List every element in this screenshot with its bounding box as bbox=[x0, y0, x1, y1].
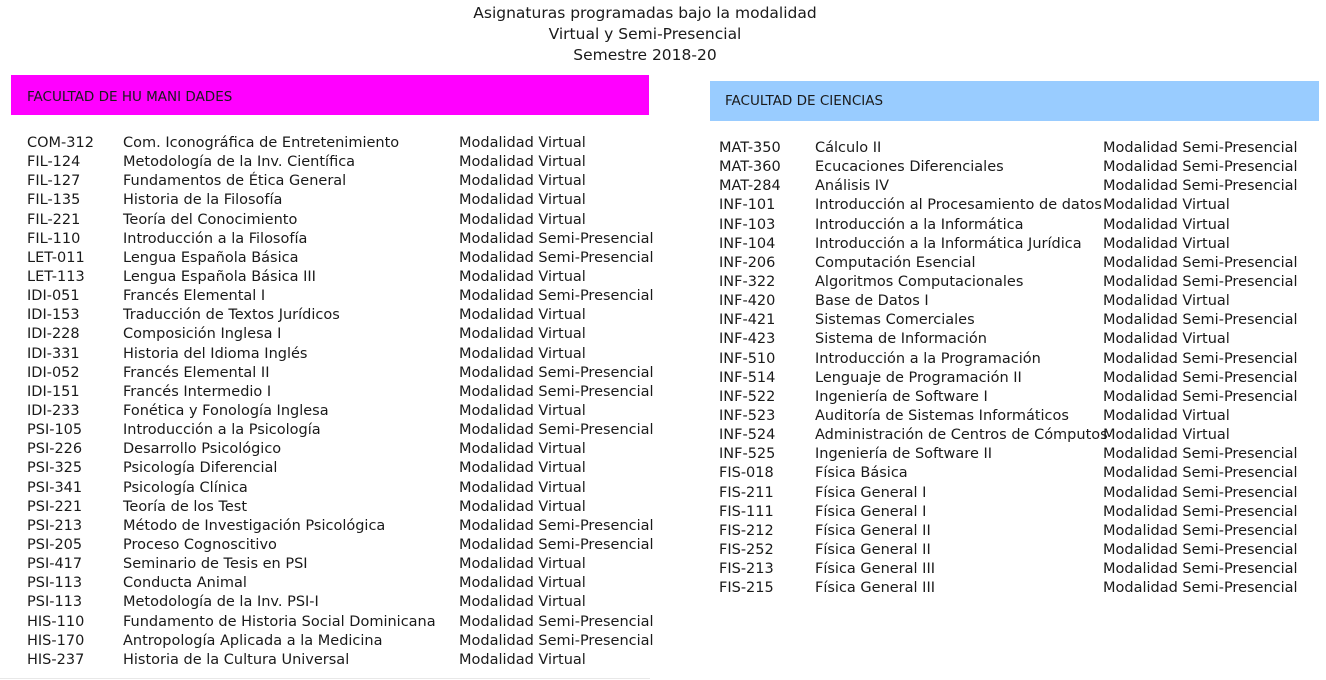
course-modality: Modalidad Virtual bbox=[459, 594, 586, 611]
course-code: INF-206 bbox=[719, 254, 776, 271]
course-code: IDI-228 bbox=[27, 326, 80, 343]
course-modality: Modalidad Virtual bbox=[459, 345, 586, 362]
course-name: Metodología de la Inv. PSI-I bbox=[123, 594, 319, 611]
course-code: IDI-052 bbox=[27, 364, 80, 381]
course-modality: Modalidad Virtual bbox=[459, 268, 586, 285]
course-code: IDI-153 bbox=[27, 307, 80, 324]
course-name: Fonética y Fonología Inglesa bbox=[123, 402, 329, 419]
course-modality: Modalidad Virtual bbox=[459, 402, 586, 419]
course-name: Introducción a la Filosofía bbox=[123, 230, 308, 247]
course-code: INF-523 bbox=[719, 407, 776, 424]
course-name: Fundamento de Historia Social Dominicana bbox=[123, 613, 436, 630]
course-code: INF-101 bbox=[719, 197, 776, 214]
course-code: PSI-105 bbox=[27, 422, 83, 439]
course-modality: Modalidad Semi-Presencial bbox=[1103, 350, 1298, 367]
course-modality: Modalidad Semi-Presencial bbox=[1103, 561, 1298, 578]
course-code: MAT-350 bbox=[719, 140, 781, 156]
course-modality: Modalidad Virtual bbox=[459, 441, 586, 458]
course-code: FIS-252 bbox=[719, 541, 774, 558]
course-modality: Modalidad Semi-Presencial bbox=[459, 288, 654, 305]
course-modality: Modalidad Semi-Presencial bbox=[1103, 254, 1298, 271]
course-name: Análisis IV bbox=[815, 178, 889, 195]
course-modality: Modalidad Virtual bbox=[459, 460, 586, 477]
course-name: Introducción a la Programación bbox=[815, 350, 1041, 367]
course-modality: Modalidad Semi-Presencial bbox=[459, 364, 654, 381]
course-name: Historia del Idioma Inglés bbox=[123, 345, 308, 362]
course-name: Antropología Aplicada a la Medicina bbox=[123, 632, 383, 649]
course-code: IDI-233 bbox=[27, 402, 80, 419]
course-modality: Modalidad Semi-Presencial bbox=[1103, 522, 1298, 539]
title-line-2: Virtual y Semi-Presencial bbox=[548, 25, 742, 43]
course-name: Composición Inglesa I bbox=[123, 326, 282, 343]
course-code: INF-104 bbox=[719, 235, 776, 252]
course-modality: Modalidad Semi-Presencial bbox=[1103, 503, 1298, 520]
course-modality: Modalidad Semi-Presencial bbox=[459, 613, 654, 630]
course-modality: Modalidad Virtual bbox=[1103, 197, 1230, 214]
course-name: Seminario de Tesis en PSI bbox=[123, 556, 308, 573]
course-code: MAT-360 bbox=[719, 159, 781, 176]
course-code: INF-514 bbox=[719, 369, 776, 386]
course-name: Ingeniería de Software II bbox=[815, 446, 993, 463]
divider bbox=[0, 678, 650, 679]
course-modality: Modalidad Semi-Presencial bbox=[1103, 465, 1298, 482]
course-code: FIS-213 bbox=[719, 561, 774, 578]
course-code: FIS-212 bbox=[719, 522, 774, 539]
course-modality: Modalidad Semi-Presencial bbox=[1103, 484, 1298, 501]
course-code: IDI-051 bbox=[27, 288, 80, 305]
course-code: LET-011 bbox=[27, 249, 85, 266]
course-code: FIS-111 bbox=[719, 503, 774, 520]
course-code: PSI-341 bbox=[27, 479, 83, 496]
course-name: Conducta Animal bbox=[123, 575, 247, 592]
course-name: Teoría de los Test bbox=[123, 498, 248, 515]
course-name: Introducción a la Informática Jurídica bbox=[815, 235, 1082, 252]
course-modality: Modalidad Semi-Presencial bbox=[1103, 140, 1298, 156]
course-code: PSI-205 bbox=[27, 536, 83, 553]
course-code: COM-312 bbox=[27, 135, 94, 151]
course-name: Traducción de Textos Jurídicos bbox=[123, 307, 340, 324]
course-modality: Modalidad Semi-Presencial bbox=[459, 517, 654, 534]
course-name: Física General II bbox=[815, 522, 931, 539]
course-name: Cálculo II bbox=[815, 140, 882, 156]
course-code: FIL-221 bbox=[27, 211, 81, 228]
course-modality: Modalidad Semi-Presencial bbox=[459, 422, 654, 439]
course-name: Psicología Clínica bbox=[123, 479, 248, 496]
course-name: Historia de la Cultura Universal bbox=[123, 651, 350, 668]
course-modality: Modalidad Semi-Presencial bbox=[1103, 159, 1298, 176]
course-code: INF-103 bbox=[719, 216, 776, 233]
course-name: Psicología Diferencial bbox=[123, 460, 278, 477]
course-name: Computación Esencial bbox=[815, 254, 976, 271]
course-name: Ingeniería de Software I bbox=[815, 388, 988, 405]
course-name: Introducción a la Informática bbox=[815, 216, 1024, 233]
course-code: INF-510 bbox=[719, 350, 776, 367]
course-code: MAT-284 bbox=[719, 178, 781, 195]
course-name: Base de Datos I bbox=[815, 293, 929, 310]
course-modality: Modalidad Virtual bbox=[459, 575, 586, 592]
course-name: Física Básica bbox=[815, 465, 908, 482]
course-code: INF-420 bbox=[719, 293, 776, 310]
title-line-3: Semestre 2018-20 bbox=[573, 46, 717, 64]
course-modality: Modalidad Virtual bbox=[1103, 293, 1230, 310]
course-modality: Modalidad Virtual bbox=[459, 154, 586, 171]
course-name: Auditoría de Sistemas Informáticos bbox=[815, 407, 1069, 424]
course-name: Algoritmos Computacionales bbox=[815, 273, 1024, 290]
course-modality: Modalidad Virtual bbox=[459, 479, 586, 496]
course-name: Lengua Española Básica III bbox=[123, 268, 316, 285]
course-code: PSI-325 bbox=[27, 460, 83, 477]
course-name: Método de Investigación Psicológica bbox=[123, 517, 386, 534]
course-code: FIL-135 bbox=[27, 192, 81, 209]
course-modality: Modalidad Semi-Presencial bbox=[459, 249, 654, 266]
course-code: INF-525 bbox=[719, 446, 776, 463]
course-code: FIS-211 bbox=[719, 484, 774, 501]
course-code: FIL-127 bbox=[27, 173, 81, 190]
course-code: LET-113 bbox=[27, 268, 85, 285]
course-code: FIL-110 bbox=[27, 230, 81, 247]
course-name: Física General I bbox=[815, 484, 927, 501]
course-name: Sistema de Información bbox=[815, 331, 987, 348]
course-modality: Modalidad Semi-Presencial bbox=[459, 383, 654, 400]
course-name: Francés Elemental I bbox=[123, 288, 266, 305]
course-code: PSI-213 bbox=[27, 517, 83, 534]
course-code: INF-322 bbox=[719, 273, 776, 290]
course-code: HIS-170 bbox=[27, 632, 85, 649]
course-modality: Modalidad Semi-Presencial bbox=[1103, 388, 1298, 405]
course-modality: Modalidad Virtual bbox=[459, 498, 586, 515]
course-modality: Modalidad Virtual bbox=[1103, 427, 1230, 444]
course-modality: Modalidad Virtual bbox=[459, 192, 586, 209]
course-code: IDI-331 bbox=[27, 345, 80, 362]
course-name: Desarrollo Psicológico bbox=[123, 441, 282, 458]
course-modality: Modalidad Semi-Presencial bbox=[1103, 369, 1298, 386]
course-modality: Modalidad Virtual bbox=[1103, 216, 1230, 233]
course-modality: Modalidad Semi-Presencial bbox=[459, 632, 654, 649]
course-name: Historia de la Filosofía bbox=[123, 192, 283, 209]
course-code: INF-421 bbox=[719, 312, 776, 329]
course-modality: Modalidad Virtual bbox=[1103, 331, 1230, 348]
course-name: Física General III bbox=[815, 561, 936, 578]
course-modality: Modalidad Semi-Presencial bbox=[459, 230, 654, 247]
course-name: Introducción al Procesamiento de datos bbox=[815, 197, 1102, 214]
course-code: FIS-018 bbox=[719, 465, 774, 482]
course-name: Teoría del Conocimiento bbox=[123, 211, 298, 228]
course-modality: Modalidad Semi-Presencial bbox=[1103, 178, 1298, 195]
humanidades-header: FACULTAD DE HU MANI DADES bbox=[11, 75, 649, 115]
course-code: HIS-237 bbox=[27, 651, 85, 668]
course-name: Lenguaje de Programación II bbox=[815, 369, 1022, 386]
course-modality: Modalidad Virtual bbox=[459, 211, 586, 228]
course-name: Sistemas Comerciales bbox=[815, 312, 975, 329]
document-title bbox=[0, 3, 1290, 66]
course-modality: Modalidad Virtual bbox=[1103, 407, 1230, 424]
course-code: PSI-113 bbox=[27, 594, 83, 611]
course-modality: Modalidad Semi-Presencial bbox=[1103, 312, 1298, 329]
course-name: Metodología de la Inv. Científica bbox=[123, 154, 356, 171]
course-name: Lengua Española Básica bbox=[123, 249, 299, 266]
course-modality: Modalidad Virtual bbox=[459, 307, 586, 324]
course-code: FIS-215 bbox=[719, 580, 774, 597]
course-modality: Modalidad Semi-Presencial bbox=[1103, 541, 1298, 558]
title-line-1: Asignaturas programadas bajo la modalidad bbox=[473, 4, 817, 22]
course-modality: Modalidad Semi-Presencial bbox=[1103, 273, 1298, 290]
course-modality: Modalidad Virtual bbox=[459, 556, 586, 573]
course-code: IDI-151 bbox=[27, 383, 80, 400]
course-name: Física General III bbox=[815, 580, 936, 597]
course-modality: Modalidad Virtual bbox=[459, 651, 586, 668]
course-code: FIL-124 bbox=[27, 154, 81, 171]
course-name: Ecucaciones Diferenciales bbox=[815, 159, 1004, 176]
course-name: Francés Intermedio I bbox=[123, 383, 272, 400]
course-name: Francés Elemental II bbox=[123, 364, 270, 381]
course-modality: Modalidad Semi-Presencial bbox=[1103, 580, 1298, 597]
course-name: Proceso Cognoscitivo bbox=[123, 536, 277, 553]
course-code: PSI-113 bbox=[27, 575, 83, 592]
course-name: Introducción a la Psicología bbox=[123, 422, 321, 439]
course-code: INF-522 bbox=[719, 388, 776, 405]
course-modality: Modalidad Virtual bbox=[459, 326, 586, 343]
course-modality: Modalidad Virtual bbox=[1103, 235, 1230, 252]
course-name: Fundamentos de Ética General bbox=[123, 173, 347, 190]
course-code: INF-423 bbox=[719, 331, 776, 348]
course-code: PSI-226 bbox=[27, 441, 83, 458]
course-name: Física General I bbox=[815, 503, 927, 520]
course-modality: Modalidad Virtual bbox=[459, 135, 586, 151]
ciencias-header: FACULTAD DE CIENCIAS bbox=[710, 81, 1319, 121]
course-modality: Modalidad Semi-Presencial bbox=[1103, 446, 1298, 463]
course-code: PSI-221 bbox=[27, 498, 83, 515]
course-name: Física General II bbox=[815, 541, 931, 558]
course-code: INF-524 bbox=[719, 427, 776, 444]
course-modality: Modalidad Semi-Presencial bbox=[459, 536, 654, 553]
course-code: HIS-110 bbox=[27, 613, 85, 630]
course-name: Administración de Centros de Cómputos bbox=[815, 427, 1108, 444]
course-modality: Modalidad Virtual bbox=[459, 173, 586, 190]
course-code: PSI-417 bbox=[27, 556, 83, 573]
course-name: Com. Iconográfica de Entretenimiento bbox=[123, 135, 400, 151]
